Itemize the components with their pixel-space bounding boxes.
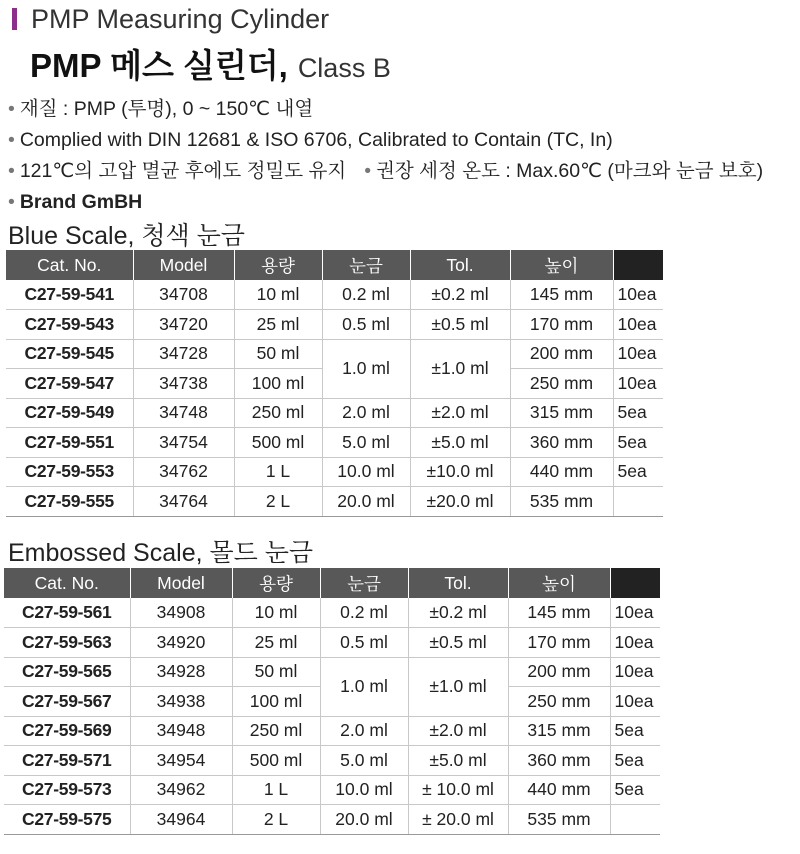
graduation-cell: 5.0 ml xyxy=(320,746,408,776)
table-row xyxy=(4,775,660,805)
height-cell: 440 mm xyxy=(508,775,610,805)
col-header-qty xyxy=(613,250,663,280)
cat-no-cell: C27-59-575 xyxy=(4,805,130,835)
col-header-capacity: 용량 xyxy=(234,250,322,280)
tolerance-cell: ±0.2 ml xyxy=(410,280,510,310)
col-header-tolerance: Tol. xyxy=(410,250,510,280)
qty-cell: 10ea xyxy=(613,339,663,369)
graduation-cell: 10.0 ml xyxy=(322,457,410,487)
graduation-cell: 1.0 ml xyxy=(322,339,410,398)
capacity-cell: 1 L xyxy=(234,457,322,487)
class-label: Class B xyxy=(297,53,391,83)
model-cell: 34764 xyxy=(133,487,234,517)
table-header-row xyxy=(4,568,660,598)
cat-no-cell: C27-59-569 xyxy=(4,716,130,746)
capacity-cell: 10 ml xyxy=(234,280,322,310)
capacity-cell: 250 ml xyxy=(232,716,320,746)
col-header-cat-no: Cat. No. xyxy=(6,250,133,280)
capacity-cell: 250 ml xyxy=(234,398,322,428)
graduation-cell: 0.2 ml xyxy=(322,280,410,310)
capacity-cell: 500 ml xyxy=(234,428,322,458)
cat-no-cell: C27-59-547 xyxy=(6,369,133,399)
col-header-height: 높이 xyxy=(508,568,610,598)
model-cell: 34708 xyxy=(133,280,234,310)
graduation-cell: 5.0 ml xyxy=(322,428,410,458)
tolerance-cell: ± 10.0 ml xyxy=(408,775,508,805)
table-row xyxy=(4,657,660,687)
table-row xyxy=(6,457,663,487)
height-cell: 170 mm xyxy=(510,310,613,340)
model-cell: 34964 xyxy=(130,805,232,835)
height-cell: 360 mm xyxy=(508,746,610,776)
table-row xyxy=(4,746,660,776)
table-row xyxy=(6,339,663,369)
graduation-cell: 2.0 ml xyxy=(322,398,410,428)
capacity-cell: 2 L xyxy=(234,487,322,517)
height-cell: 315 mm xyxy=(508,716,610,746)
table-header-row xyxy=(6,250,663,280)
qty-cell: 10ea xyxy=(610,687,660,717)
model-cell: 34938 xyxy=(130,687,232,717)
capacity-cell: 50 ml xyxy=(234,339,322,369)
qty-cell: 5ea xyxy=(613,428,663,458)
qty-cell: 10ea xyxy=(610,628,660,658)
cat-no-cell: C27-59-549 xyxy=(6,398,133,428)
qty-cell: 5ea xyxy=(610,775,660,805)
height-cell: 535 mm xyxy=(508,805,610,835)
note-sterilization: • 121℃의 고압 멸균 후에도 정밀도 유지 • 권장 세정 온도 : Max.60℃ (마크와 눈금 보호) xyxy=(8,160,764,182)
col-header-graduation: 눈금 xyxy=(322,250,410,280)
model-cell: 34962 xyxy=(130,775,232,805)
cat-no-cell: C27-59-553 xyxy=(6,457,133,487)
embossed-scale-title: Embossed Scale, 몰드 눈금 xyxy=(8,539,314,567)
tolerance-cell: ±0.5 ml xyxy=(408,628,508,658)
cat-no-cell: C27-59-561 xyxy=(4,598,130,628)
bullet-icon: • xyxy=(364,160,372,182)
accent-bar xyxy=(12,8,17,30)
bullet-icon: • xyxy=(8,160,15,182)
capacity-cell: 10 ml xyxy=(232,598,320,628)
qty-cell xyxy=(613,487,663,517)
model-cell: 34920 xyxy=(130,628,232,658)
tolerance-cell: ±10.0 ml xyxy=(410,457,510,487)
graduation-cell: 10.0 ml xyxy=(320,775,408,805)
graduation-cell: 20.0 ml xyxy=(322,487,410,517)
graduation-cell: 0.2 ml xyxy=(320,598,408,628)
blue-scale-table xyxy=(6,250,663,517)
table-row xyxy=(6,487,663,517)
capacity-cell: 500 ml xyxy=(232,746,320,776)
table-row xyxy=(4,628,660,658)
height-cell: 535 mm xyxy=(510,487,613,517)
model-cell: 34728 xyxy=(133,339,234,369)
note-brand: • Brand GmBH xyxy=(8,191,143,213)
cat-no-cell: C27-59-543 xyxy=(6,310,133,340)
col-header-graduation: 눈금 xyxy=(320,568,408,598)
col-header-capacity: 용량 xyxy=(232,568,320,598)
tolerance-cell: ±5.0 ml xyxy=(408,746,508,776)
note-material: • 재질 : PMP (투명), 0 ~ 150℃ 내열 xyxy=(8,98,314,120)
cat-no-cell: C27-59-541 xyxy=(6,280,133,310)
table-row xyxy=(6,310,663,340)
tolerance-cell: ±5.0 ml xyxy=(410,428,510,458)
graduation-cell: 0.5 ml xyxy=(320,628,408,658)
tolerance-cell: ± 20.0 ml xyxy=(408,805,508,835)
height-cell: 250 mm xyxy=(508,687,610,717)
tolerance-cell: ±1.0 ml xyxy=(410,339,510,398)
col-header-model: Model xyxy=(130,568,232,598)
model-cell: 34928 xyxy=(130,657,232,687)
tolerance-cell: ±20.0 ml xyxy=(410,487,510,517)
height-cell: 200 mm xyxy=(510,339,613,369)
qty-cell: 5ea xyxy=(613,457,663,487)
bullet-icon: • xyxy=(8,98,15,120)
height-cell: 360 mm xyxy=(510,428,613,458)
graduation-cell: 20.0 ml xyxy=(320,805,408,835)
page-subtitle: PMP Measuring Cylinder xyxy=(31,3,330,34)
embossed-scale-table xyxy=(4,568,660,835)
col-header-model: Model xyxy=(133,250,234,280)
capacity-cell: 100 ml xyxy=(234,369,322,399)
graduation-cell: 0.5 ml xyxy=(322,310,410,340)
qty-cell: 5ea xyxy=(610,716,660,746)
table-row xyxy=(4,716,660,746)
title-row xyxy=(30,40,790,87)
capacity-cell: 50 ml xyxy=(232,657,320,687)
cat-no-cell: C27-59-571 xyxy=(4,746,130,776)
table-row xyxy=(6,398,663,428)
tolerance-cell: ±2.0 ml xyxy=(410,398,510,428)
model-cell: 34720 xyxy=(133,310,234,340)
page-header xyxy=(10,4,790,87)
col-header-tolerance: Tol. xyxy=(408,568,508,598)
tolerance-cell: ±0.5 ml xyxy=(410,310,510,340)
height-cell: 200 mm xyxy=(508,657,610,687)
model-cell: 34954 xyxy=(130,746,232,776)
note-standards: • Complied with DIN 12681 & ISO 6706, Calibrated to Contain (TC, In) xyxy=(8,129,613,151)
table-row xyxy=(4,598,660,628)
qty-cell: 10ea xyxy=(613,310,663,340)
qty-cell xyxy=(610,805,660,835)
spec-notes xyxy=(8,94,793,218)
tolerance-cell: ±0.2 ml xyxy=(408,598,508,628)
cat-no-cell: C27-59-545 xyxy=(6,339,133,369)
model-cell: 34738 xyxy=(133,369,234,399)
capacity-cell: 2 L xyxy=(232,805,320,835)
height-cell: 250 mm xyxy=(510,369,613,399)
graduation-cell: 2.0 ml xyxy=(320,716,408,746)
model-cell: 34762 xyxy=(133,457,234,487)
cat-no-cell: C27-59-567 xyxy=(4,687,130,717)
model-cell: 34908 xyxy=(130,598,232,628)
table-row xyxy=(6,428,663,458)
bullet-icon: • xyxy=(8,191,15,213)
blue-scale-title: Blue Scale, 청색 눈금 xyxy=(8,222,245,250)
cat-no-cell: C27-59-563 xyxy=(4,628,130,658)
qty-cell: 5ea xyxy=(610,746,660,776)
capacity-cell: 25 ml xyxy=(234,310,322,340)
table-row xyxy=(6,280,663,310)
bullet-icon: • xyxy=(8,129,15,151)
cat-no-cell: C27-59-555 xyxy=(6,487,133,517)
height-cell: 170 mm xyxy=(508,628,610,658)
model-cell: 34948 xyxy=(130,716,232,746)
height-cell: 145 mm xyxy=(510,280,613,310)
page-title: PMP 메스 실린더, xyxy=(30,47,288,84)
qty-cell: 10ea xyxy=(610,657,660,687)
capacity-cell: 1 L xyxy=(232,775,320,805)
graduation-cell: 1.0 ml xyxy=(320,657,408,716)
col-header-cat-no: Cat. No. xyxy=(4,568,130,598)
tolerance-cell: ±2.0 ml xyxy=(408,716,508,746)
tolerance-cell: ±1.0 ml xyxy=(408,657,508,716)
capacity-cell: 100 ml xyxy=(232,687,320,717)
height-cell: 145 mm xyxy=(508,598,610,628)
cat-no-cell: C27-59-551 xyxy=(6,428,133,458)
capacity-cell: 25 ml xyxy=(232,628,320,658)
qty-cell: 10ea xyxy=(613,280,663,310)
model-cell: 34748 xyxy=(133,398,234,428)
col-header-qty xyxy=(610,568,660,598)
cat-no-cell: C27-59-565 xyxy=(4,657,130,687)
subtitle-row xyxy=(10,4,790,34)
height-cell: 315 mm xyxy=(510,398,613,428)
cat-no-cell: C27-59-573 xyxy=(4,775,130,805)
qty-cell: 10ea xyxy=(613,369,663,399)
model-cell: 34754 xyxy=(133,428,234,458)
col-header-height: 높이 xyxy=(510,250,613,280)
height-cell: 440 mm xyxy=(510,457,613,487)
qty-cell: 10ea xyxy=(610,598,660,628)
table-row xyxy=(4,805,660,835)
qty-cell: 5ea xyxy=(613,398,663,428)
